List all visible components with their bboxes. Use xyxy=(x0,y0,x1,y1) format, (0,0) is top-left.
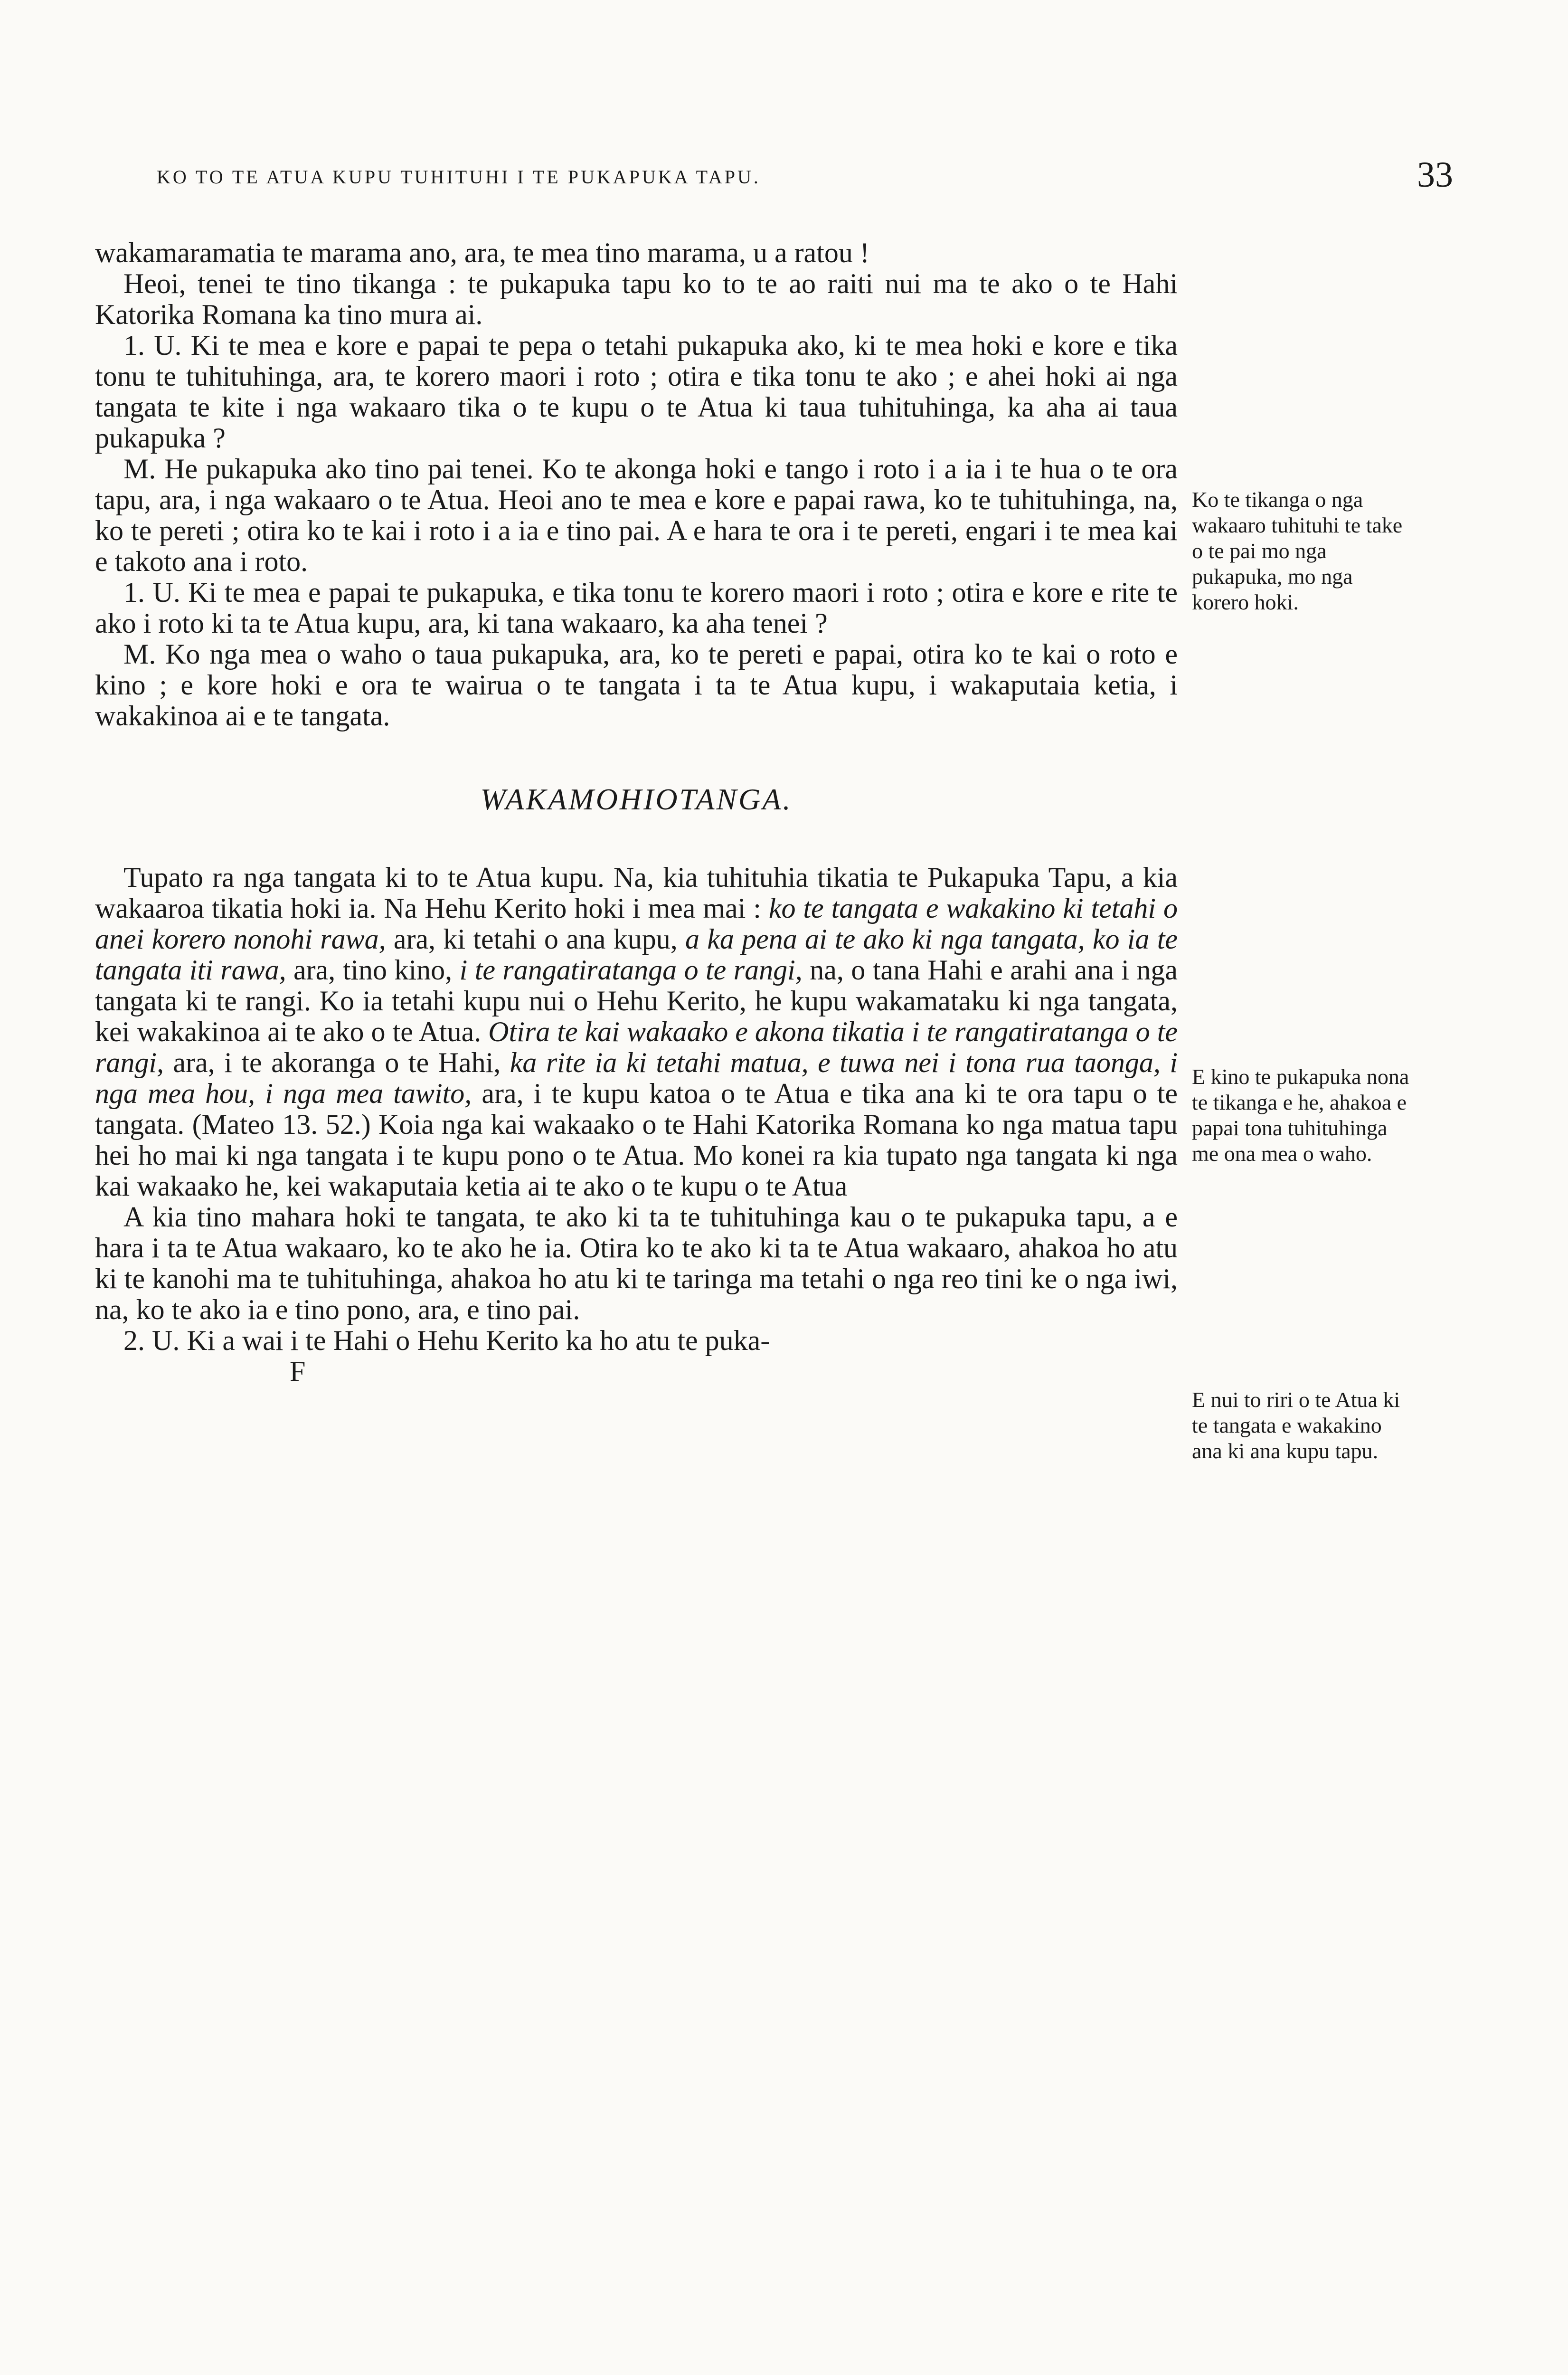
quoted-text: a ka pena ai te ako ki nga tangata, ko ia te tangata iti rawa, xyxy=(95,923,1178,986)
quoted-text: Otira te kai wakaako e akona tikatia i te rangatiratanga o te rangi, xyxy=(95,1016,1178,1078)
question-paragraph: 2. U. Ki a wai i te Hahi o Hehu Kerito ka ho atu te puka- xyxy=(123,1325,770,1356)
text-run: ara, tino kino, xyxy=(286,954,460,986)
paragraph: Heoi, tenei te tino tikanga : te pukapuka tapu ko to te ao raiti nui ma te ako o te Hahi Katorika Romana ka tino mura ai. xyxy=(95,268,1178,330)
margin-note: E kino te pukapuka nona te tikanga e he, ahakoa e papai tona tuhituhinga me ona mea o waho. xyxy=(1192,1064,1409,1166)
answer-paragraph: M. Ko nga mea o waho o taua pukapuka, ara, ko te pereti e papai, otira ko te kai o roto e kino ; e kore hoki e ora te wairua o te tangata i ta te Atua kupu, i wakaputaia ketia, i wakakinoa ai e te tangata. xyxy=(95,638,1178,732)
page-number: 33 xyxy=(1417,155,1453,195)
section-heading: WAKAMOHIOTANGA. xyxy=(480,782,793,816)
main-text xyxy=(95,238,1178,1387)
section-paragraph xyxy=(95,862,1178,1202)
text-run: na, o tana Hahi e arahi ana i nga tangata ki te rangi. Ko ia tetahi kupu nui o Hehu Kerito, he kupu wakamataku ki nga tangata, kei wakakinoa ai te ako o te Atua. xyxy=(95,954,1178,1047)
text-run: ara, i te kupu katoa o te Atua e tika ana ki te ora tapu o te tangata. (Mateo 13. 52.) Koia nga kai wakaako o te Hahi Katorika Romana ko nga matua tapu hei ho mai ki nga tangata i te kupu pono o te Atua. Mo konei ra kia tupato nga tangata ki nga kai wakaako he, kei wakaputaia ketia ai te ako o te kupu o te Atua xyxy=(95,1078,1178,1202)
text-run: ara, i te akoranga o te Hahi, xyxy=(164,1047,510,1078)
quoted-text: ko te tangata e wakakino ki tetahi o anei korero nonohi rawa, xyxy=(95,893,1178,955)
margin-note: Ko te tikanga o nga wakaaro tuhituhi te take o te pai mo nga pukapuka, mo nga korero hoki. xyxy=(1192,487,1403,614)
quoted-text: i te rangatiratanga o te rangi, xyxy=(459,954,803,986)
question-paragraph: 1. U. Ki te mea e kore e papai te pepa o tetahi pukapuka ako, ki te mea hoki e kore e tika tonu te tuhituhinga, ara, te korero maori i roto ; otira e tika tonu te ako ; e ahei hoki ai nga tangata te kite i nga wakaaro tika o te kupu o te Atua ki taua tuhituhinga, ka aha ai taua pukapuka ? xyxy=(95,330,1178,454)
running-head: KO TO TE ATUA KUPU TUHITUHI I TE PUKAPUKA TAPU. xyxy=(157,166,761,188)
section-paragraph: A kia tino mahara hoki te tangata, te ako ki ta te tuhituhinga kau o te pukapuka tapu, a e hara i ta te Atua wakaaro, ko te ako he ia. Otira ko te ako ki ta te Atua wakaaro, ahakoa ho atu ki te kanohi ma te tuhituhinga, ahakoa ho atu ki te taringa ma tetahi o nga reo tini ke o nga iwi, na, ko te ako ia e tino pono, ara, e tino pai. xyxy=(95,1201,1178,1325)
margin-note: E nui to riri o te Atua ki te tangata e wakakino ana ki ana kupu tapu. xyxy=(1192,1387,1400,1463)
text-run: ara, ki tetahi o ana kupu, xyxy=(386,923,685,955)
page-header xyxy=(157,154,1453,202)
text-run: Tupato ra nga tangata ki to te Atua kupu. Na, kia tuhituhia tikatia te Pukapuka Tapu, a kia wakaaroa tikatia hoki ia. Na Hehu Kerito hoki i mea mai : xyxy=(95,862,1178,924)
paragraph: wakamaramatia te marama ano, ara, te mea tino marama, u a ratou ! xyxy=(95,237,869,268)
answer-paragraph: M. He pukapuka ako tino pai tenei. Ko te akonga hoki e tango i roto i a ia i te hua o te ora tapu, ara, i nga wakaaro o te Atua. Heoi ano te mea e kore e papai rawa, ko te tuhituhinga, na, ko te pereti ; otira ko te kai i roto i a ia e tino pai. A e hara te ora i te pereti, engari i te mea kai e takoto ana i roto. xyxy=(95,453,1178,577)
quoted-text: ka rite ia ki tetahi matua, e tuwa nei i tona rua taonga, i nga mea hou, i nga mea tawito, xyxy=(95,1047,1178,1109)
signature-mark: F xyxy=(290,1356,306,1387)
question-paragraph: 1. U. Ki te mea e papai te pukapuka, e tika tonu te korero maori i roto ; otira e kore e rite te ako i roto ki ta te Atua kupu, ara, ki tana wakaaro, ka aha tenei ? xyxy=(95,577,1178,639)
